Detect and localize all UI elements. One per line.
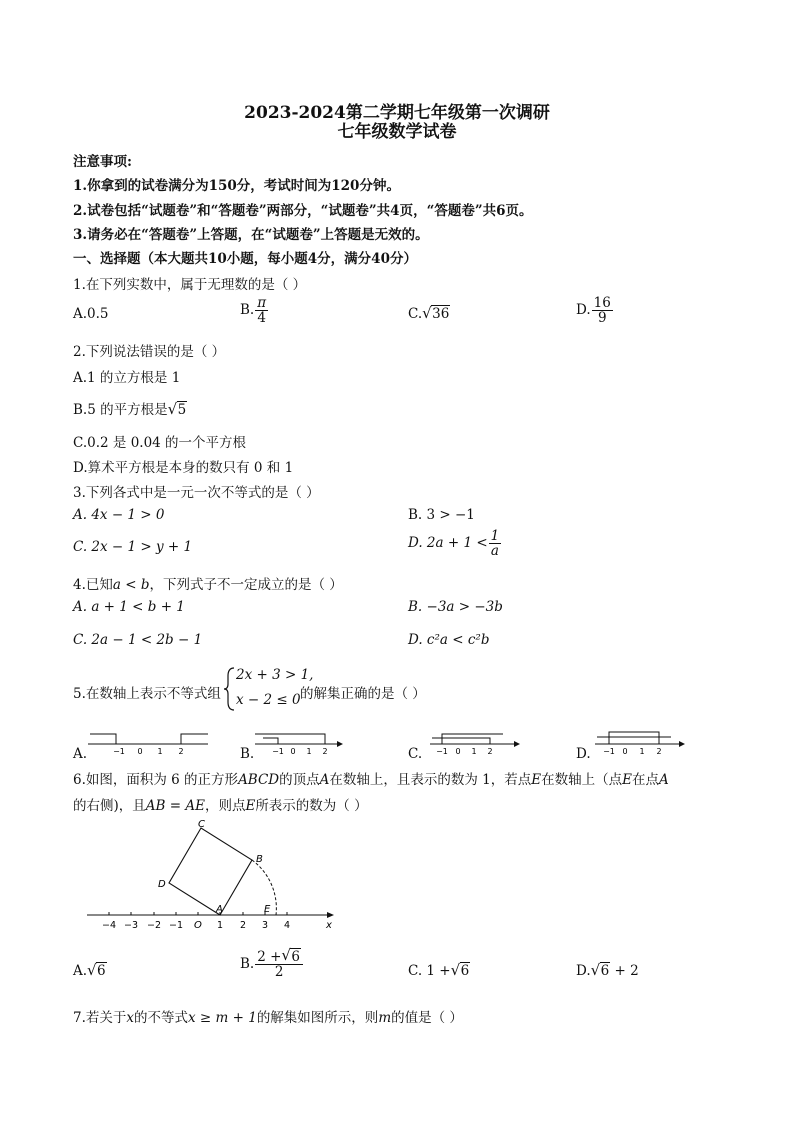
tick-label: 3 [261, 920, 269, 931]
q2-option-b: B.5 的平方根是 √ 5 [73, 400, 187, 418]
axis-arrow [679, 741, 685, 747]
question-3-stem: 3.下列各式中是一元一次不等式的是（ ） [73, 485, 320, 501]
q4-option-d: D. c²a < c²b [408, 632, 490, 648]
q5-option-b-label: B. [240, 746, 255, 762]
exam-subtitle: 七年级数学试卷 [337, 122, 457, 142]
notes-heading: 注意事项: [73, 154, 132, 170]
q3-option-a: A. 4x − 1 > 0 [73, 507, 165, 523]
q5-option-a-label: A. [73, 746, 88, 762]
q2-option-a: A.1 的立方根是 1 [73, 370, 181, 386]
q5-number-line-b [255, 728, 345, 758]
axis-arrow [337, 741, 343, 747]
tick-label: −1 [436, 747, 448, 756]
q6-option-a: A. √ 6 [73, 961, 106, 979]
tick-label: 0 [290, 747, 296, 756]
question-7-stem: 7.若关于x的不等式x ≥ m + 1的解集如图所示，则m的值是（ ） [73, 1010, 463, 1026]
question-6-line-2: 的右侧)，且AB = AE，则点E所表示的数为（ ） [73, 798, 368, 814]
label-o: O [194, 920, 202, 931]
label-a: A [216, 904, 223, 915]
bracket-1 [442, 734, 503, 744]
tick-label: 1 [216, 920, 224, 931]
tick-label: 1 [471, 747, 477, 756]
ray-left [90, 734, 116, 744]
q4-option-a: A. a + 1 < b + 1 [73, 599, 185, 615]
question-4-stem: 4.已知a < b，下列式子不一定成立的是（ ） [73, 577, 343, 593]
q6-option-b: B. 2 + √ 6 2 [240, 950, 304, 979]
tick-label: 1 [306, 747, 312, 756]
question-1-stem: 1.在下列实数中，属于无理数的是（ ） [73, 277, 307, 293]
note-item: 1.你拿到的试卷满分为150分，考试时间为120分钟。 [73, 178, 400, 194]
note-item: 3.请务必在“答题卷”上答题，在“试题卷”上答题是无效的。 [73, 227, 429, 243]
question-5-stem-post: 的解集正确的是（ ） [300, 686, 426, 702]
q5-number-line-d [595, 726, 685, 758]
q1-option-d: D. $\frac{16}{9}$ [576, 295, 611, 327]
tick-label: 1 [157, 747, 163, 756]
tick-label: 2 [178, 747, 184, 756]
system-eq-1: 2x + 3 > 1, [236, 667, 314, 683]
system-eq-2: x − 2 ≤ 0 [236, 692, 301, 708]
q1-option-b: B. $\frac{\pi}{4}$ [240, 295, 267, 327]
tick-label: 4 [283, 920, 291, 931]
q4-option-b: B. −3a > −3b [408, 599, 503, 615]
q5-number-line-a [88, 728, 212, 758]
tick-label: −1 [603, 747, 615, 756]
q1-option-a: A.0.5 [73, 306, 109, 322]
note-item: 2.试卷包括“试题卷”和“答题卷”两部分，“试题卷”共4页，“答题卷”共6页。 [73, 203, 533, 219]
label-x: x [326, 920, 332, 931]
label-b: B [256, 854, 263, 865]
section-heading: 一、选择题（本大题共10小题，每小题4分，满分40分） [73, 251, 417, 267]
q6-option-c: C. 1 + √ 6 [408, 961, 470, 979]
bracket-top [609, 732, 659, 744]
label-d: D [158, 879, 166, 890]
q3-option-c: C. 2x − 1 > y + 1 [73, 539, 193, 555]
q5-number-line-c [430, 728, 520, 758]
tick-label: 1 [639, 747, 645, 756]
ray-right [181, 734, 208, 744]
tick-label: 0 [137, 747, 143, 756]
tick-label: 2 [656, 747, 662, 756]
tick-label: −3 [123, 920, 139, 931]
bracket-2 [432, 738, 490, 744]
q4-option-c: C. 2a − 1 < 2b − 1 [73, 632, 203, 648]
axis-arrow [514, 741, 520, 747]
x-axis-arrow [327, 912, 334, 918]
square-abcd [169, 828, 252, 915]
q2-option-c: C.0.2 是 0.04 的一个平方根 [73, 435, 247, 451]
q5-option-c-label: C. [408, 746, 423, 762]
question-5-stem-pre: 5.在数轴上表示不等式组 [73, 686, 221, 702]
q1-option-c: C. √ 36 [408, 304, 450, 322]
tick-label: 0 [622, 747, 628, 756]
exam-title: 2023-2024第二学期七年级第一次调研 [244, 103, 550, 123]
ray-left [255, 734, 325, 744]
q3-option-d: D. 2a + 1 < $\frac{1}{a}$ [408, 528, 500, 560]
tick-label: −1 [113, 747, 125, 756]
q6-option-d: D. √ 6 + 2 [576, 961, 639, 979]
tick-label: −1 [272, 747, 284, 756]
tick-label: −1 [168, 920, 184, 931]
label-e: E [264, 904, 271, 915]
tick-label: −2 [146, 920, 162, 931]
tick-label: 2 [322, 747, 328, 756]
q6-figure [82, 815, 342, 935]
tick-label: 2 [239, 920, 247, 931]
label-c: C [198, 819, 205, 830]
ray-left-2 [263, 738, 278, 744]
tick-label: −4 [101, 920, 117, 931]
q2-option-d: D.算术平方根是本身的数只有 0 和 1 [73, 460, 294, 476]
q5-option-d-label: D. [576, 746, 591, 762]
question-2-stem: 2.下列说法错误的是（ ） [73, 344, 226, 360]
tick-label: 2 [487, 747, 493, 756]
question-6-line-1: 6.如图，面积为 6 的正方形ABCD的顶点A在数轴上，且表示的数为 1，若点E在数轴上（点E在点A [73, 772, 669, 788]
tick-label: 0 [455, 747, 461, 756]
system-brace [224, 666, 236, 712]
q3-option-b: B. 3 > −1 [408, 507, 475, 523]
